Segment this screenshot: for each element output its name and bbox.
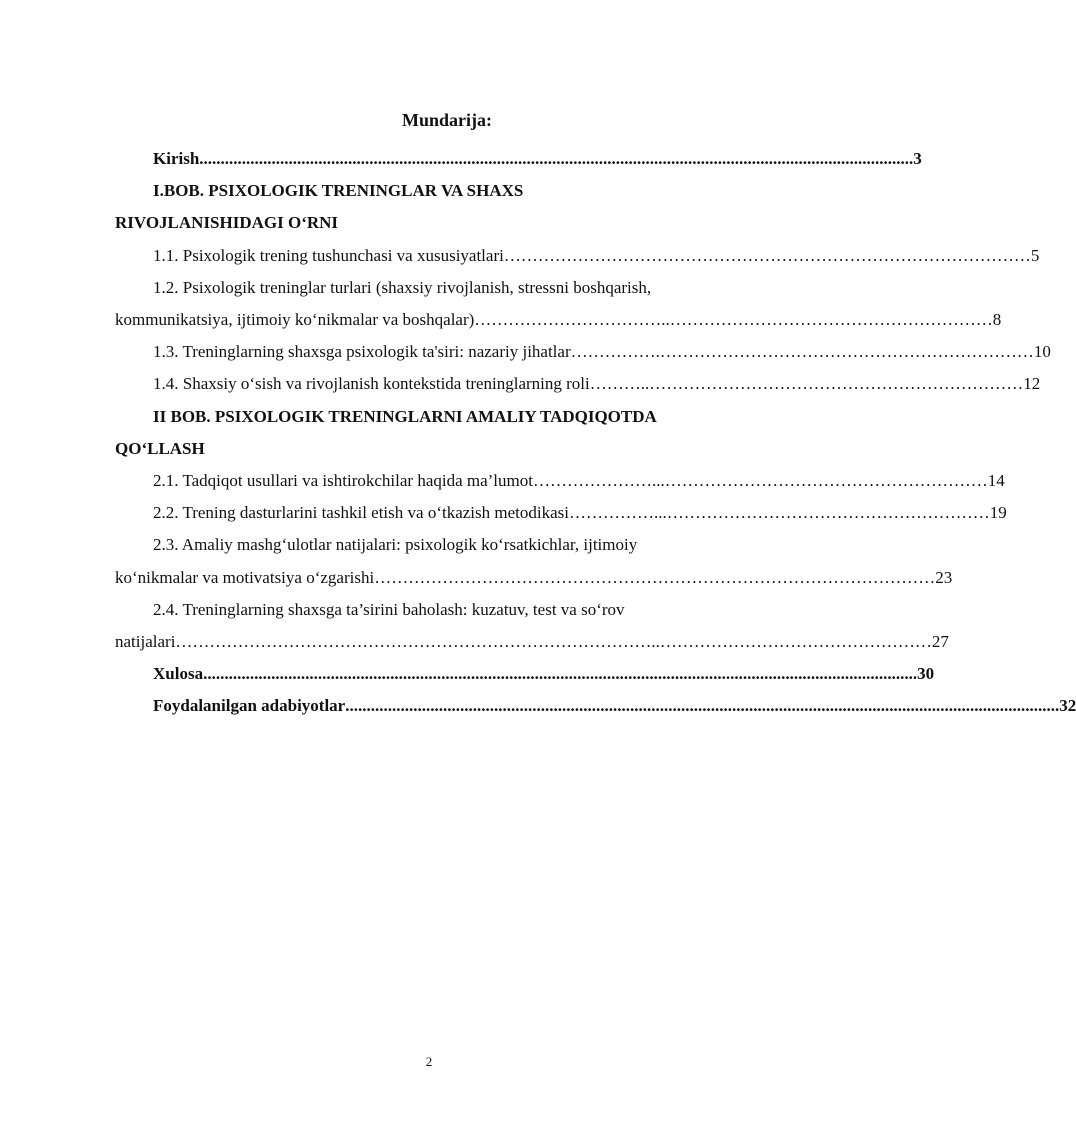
- toc-chapter-1-line2: RIVOJLANISHIDAGI O‘RNI: [115, 213, 339, 233]
- toc-entry-2-2: 2.2. Trening dasturlarini tashkil etish va o‘tkazish metodikasi ……………...………………………………………………… 19: [153, 503, 1007, 523]
- toc-entry-2-4-line1: 2.4. Treninglarning shaxsga ta’sirini baholash: kuzatuv, test va so‘rov: [153, 599, 625, 619]
- toc-entry-1-4: 1.4. Shaxsiy o‘sish va rivojlanish kontekstida treninglarning roli ………..………………………………………………………… 12: [153, 374, 1041, 394]
- toc-entry-2-3-line1: 2.3. Amaliy mashg‘ulotlar natijalari: psixologik ko‘rsatkichlar, ijtimoiy: [153, 535, 638, 555]
- toc-entry-2-3: ko‘nikmalar va motivatsiya o‘zgarishi ……………………………………………………………………………………… 23: [115, 567, 953, 587]
- toc-entry-adabiyotlar: Foydalanilgan adabiyotlar ........................................................................................................................................................................ 32: [153, 696, 1076, 716]
- toc-entry-xulosa: Xulosa ........................................................................................................................................................................ 30: [153, 664, 935, 684]
- toc-entry-kirish: Kirish ........................................................................................................................................................................ 3: [153, 149, 922, 168]
- toc-entry-1-2-line1: 1.2. Psixologik treninglar turlari (shaxsiy rivojlanish, stressni boshqarish,: [153, 277, 652, 297]
- toc-entry-1-1: 1.1. Psixologik trening tushunchasi va xususiyatlari ………………………………………………………………………………… 5: [153, 245, 1040, 265]
- table-of-contents: [115, 143, 1076, 723]
- toc-entry-1-3: 1.3. Treninglarning shaxsga psixologik ta'siri: nazariy jihatlar …………….………………………………………………………… 10: [153, 342, 1051, 362]
- toc-chapter-2-line2: QO‘LLASH: [115, 438, 205, 458]
- page-number: 2: [425, 1054, 433, 1069]
- toc-entry-2-1: 2.1. Tadqiqot usullari va ishtirokchilar haqida ma’lumot …………………...………………………………………………… 14: [153, 471, 1005, 491]
- toc-chapter-1-line1: I.BOB. PSIXOLOGIK TRENINGLAR VA SHAXS: [153, 181, 524, 201]
- toc-chapter-2-line1: II BOB. PSIXOLOGIK TRENINGLARNI AMALIY TADQIQOTDA: [153, 406, 657, 426]
- toc-entry-2-4: natijalari …………………………………………………………………………..………………………………………… 27: [115, 632, 949, 652]
- toc-entry-1-2: kommunikatsiya, ijtimoiy ko‘nikmalar va boshqalar) ……………………………..………………………………………………… 8: [115, 310, 1002, 330]
- toc-title: Mundarija:: [402, 110, 492, 130]
